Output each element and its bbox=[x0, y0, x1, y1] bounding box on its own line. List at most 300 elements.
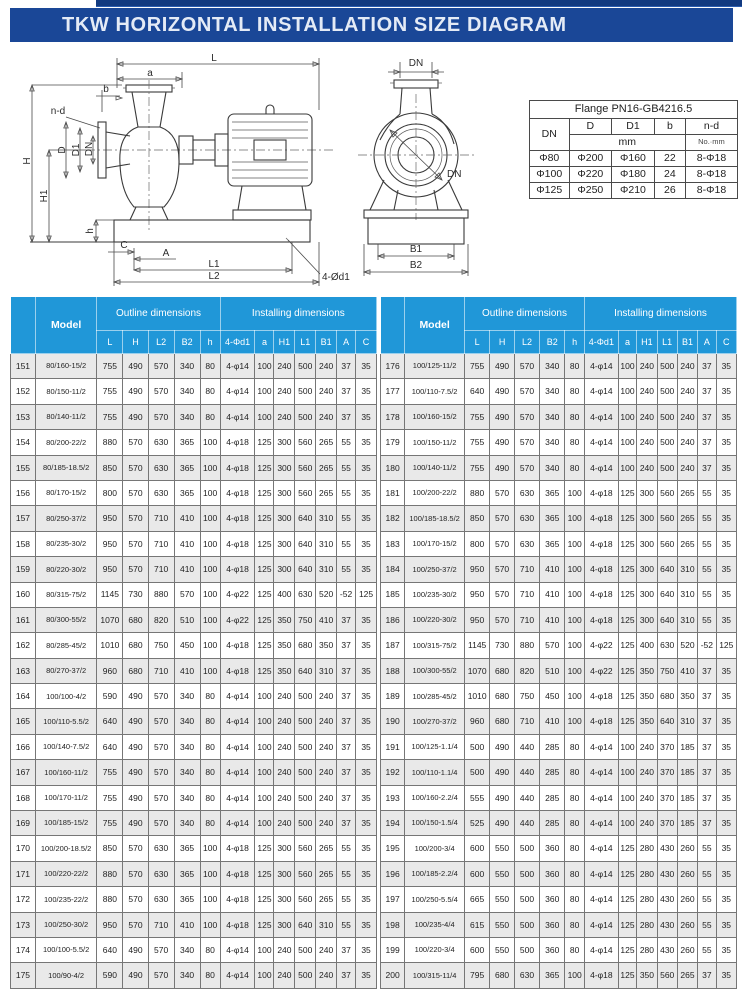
table-row bbox=[11, 379, 377, 404]
dim-h: 100 bbox=[200, 455, 220, 480]
dim-d1: 4-φ18 bbox=[220, 861, 255, 886]
dim-B1: 520 bbox=[677, 633, 697, 658]
dim-h: 80 bbox=[565, 937, 585, 962]
model-cell: 100/160-15/2 bbox=[405, 404, 465, 429]
dim-B1: 265 bbox=[677, 531, 697, 556]
sub-header-a: a bbox=[618, 331, 637, 354]
dim-h: 100 bbox=[200, 480, 220, 505]
dim-H: 570 bbox=[490, 531, 515, 556]
dim-L: 500 bbox=[465, 734, 490, 759]
dim-H1: 240 bbox=[274, 785, 295, 810]
model-cell: 80/235-30/2 bbox=[35, 531, 96, 556]
dim-H: 570 bbox=[123, 455, 148, 480]
dim-L: 755 bbox=[97, 760, 123, 785]
dim-B2: 360 bbox=[540, 887, 565, 912]
dim-H1: 300 bbox=[637, 480, 657, 505]
dim-a: 100 bbox=[618, 811, 637, 836]
dim-h: 80 bbox=[200, 354, 220, 379]
dim-B1: 240 bbox=[677, 430, 697, 455]
dim-B2: 340 bbox=[540, 404, 565, 429]
row-number: 195 bbox=[381, 836, 405, 861]
dim-H1: 240 bbox=[274, 937, 295, 962]
dim-d1: 4-φ18 bbox=[584, 506, 618, 531]
dim-B1: 240 bbox=[316, 404, 337, 429]
dim-label-DN: DN bbox=[84, 141, 95, 157]
dim-h: 80 bbox=[565, 811, 585, 836]
dim-d1: 4-φ22 bbox=[220, 582, 255, 607]
dim-H1: 240 bbox=[637, 379, 657, 404]
dim-L2: 570 bbox=[514, 430, 539, 455]
dim-L: 880 bbox=[97, 887, 123, 912]
dim-h: 80 bbox=[565, 861, 585, 886]
dim-C: 35 bbox=[716, 379, 736, 404]
dim-d1: 4-φ14 bbox=[584, 861, 618, 886]
dim-B1: 265 bbox=[677, 506, 697, 531]
dim-H1: 350 bbox=[274, 633, 295, 658]
dim-a: 100 bbox=[618, 760, 637, 785]
dim-L: 850 bbox=[97, 836, 123, 861]
dim-C: 35 bbox=[716, 430, 736, 455]
dim-L2: 750 bbox=[148, 633, 174, 658]
dim-a: 125 bbox=[255, 557, 274, 582]
dim-L: 615 bbox=[465, 912, 490, 937]
dim-a: 125 bbox=[255, 887, 274, 912]
row-number: 163 bbox=[11, 658, 36, 683]
dim-a: 100 bbox=[255, 354, 274, 379]
dim-d1: 4-φ18 bbox=[220, 430, 255, 455]
dim-C: 35 bbox=[356, 937, 377, 962]
dim-B1: 240 bbox=[677, 404, 697, 429]
dim-A: -52 bbox=[698, 633, 717, 658]
dim-a: 125 bbox=[255, 531, 274, 556]
dim-L2: 630 bbox=[514, 963, 539, 988]
dim-L2: 710 bbox=[148, 531, 174, 556]
dim-B2: 410 bbox=[174, 557, 200, 582]
dim-C: 125 bbox=[356, 582, 377, 607]
dim-L: 800 bbox=[465, 531, 490, 556]
row-number: 168 bbox=[11, 785, 36, 810]
model-cell: 100/235-4/4 bbox=[405, 912, 465, 937]
dim-h: 80 bbox=[200, 760, 220, 785]
dim-H: 490 bbox=[490, 379, 515, 404]
row-number: 178 bbox=[381, 404, 405, 429]
flange-cell: Φ80 bbox=[530, 151, 570, 167]
dim-d1: 4-φ14 bbox=[220, 760, 255, 785]
dim-L1: 430 bbox=[657, 836, 677, 861]
dim-L: 500 bbox=[465, 760, 490, 785]
dim-H: 570 bbox=[123, 430, 148, 455]
dim-L: 755 bbox=[465, 455, 490, 480]
dim-h: 80 bbox=[565, 912, 585, 937]
dim-L1: 500 bbox=[295, 937, 316, 962]
dim-H: 570 bbox=[490, 607, 515, 632]
dim-B2: 410 bbox=[540, 709, 565, 734]
dim-B1: 310 bbox=[677, 557, 697, 582]
dim-h: 80 bbox=[565, 354, 585, 379]
dim-B1: 310 bbox=[677, 607, 697, 632]
dim-A: 37 bbox=[698, 709, 717, 734]
dim-C: 35 bbox=[356, 480, 377, 505]
sub-header-C: C bbox=[356, 331, 377, 354]
dim-H: 570 bbox=[123, 912, 148, 937]
dim-d1: 4-φ14 bbox=[220, 709, 255, 734]
dim-A: 55 bbox=[698, 480, 717, 505]
dim-label-L: L bbox=[211, 53, 217, 64]
dim-L1: 500 bbox=[657, 430, 677, 455]
dim-B1: 240 bbox=[316, 760, 337, 785]
dim-a: 100 bbox=[255, 734, 274, 759]
dim-L1: 560 bbox=[295, 861, 316, 886]
sub-header-A: A bbox=[698, 331, 717, 354]
dim-A: 55 bbox=[337, 887, 356, 912]
model-cell: 80/160-15/2 bbox=[35, 354, 96, 379]
dim-B1: 410 bbox=[316, 607, 337, 632]
table-row bbox=[11, 531, 377, 556]
dim-B2: 365 bbox=[540, 506, 565, 531]
dim-H1: 240 bbox=[274, 404, 295, 429]
dim-d1: 4-φ18 bbox=[220, 506, 255, 531]
dim-C: 35 bbox=[356, 404, 377, 429]
dim-H: 490 bbox=[490, 430, 515, 455]
dim-B2: 340 bbox=[174, 684, 200, 709]
dim-A: 37 bbox=[337, 607, 356, 632]
dim-d1: 4-φ14 bbox=[220, 937, 255, 962]
row-number: 172 bbox=[11, 887, 36, 912]
model-cell: 80/150-11/2 bbox=[35, 379, 96, 404]
dim-A: 55 bbox=[337, 506, 356, 531]
dim-L1: 370 bbox=[657, 734, 677, 759]
dim-C: 35 bbox=[716, 963, 736, 988]
table-row bbox=[11, 455, 377, 480]
dim-L1: 500 bbox=[657, 379, 677, 404]
flange-col-b: b bbox=[654, 119, 685, 135]
dim-B2: 340 bbox=[174, 734, 200, 759]
dim-A: 37 bbox=[337, 354, 356, 379]
sub-header-L: L bbox=[97, 331, 123, 354]
dim-H: 570 bbox=[123, 480, 148, 505]
dim-L: 950 bbox=[465, 557, 490, 582]
dim-C: 35 bbox=[716, 937, 736, 962]
table-row bbox=[381, 455, 737, 480]
dim-L2: 570 bbox=[514, 379, 539, 404]
dim-label-n-d: n-d bbox=[50, 106, 66, 117]
dim-L: 755 bbox=[97, 811, 123, 836]
dim-h: 100 bbox=[565, 963, 585, 988]
dim-H1: 350 bbox=[637, 684, 657, 709]
dim-H1: 300 bbox=[274, 430, 295, 455]
dim-d1: 4-φ14 bbox=[220, 811, 255, 836]
dim-C: 35 bbox=[716, 531, 736, 556]
dim-H: 570 bbox=[490, 480, 515, 505]
dim-C: 35 bbox=[716, 557, 736, 582]
model-cell: 100/185-15/2 bbox=[35, 811, 96, 836]
num-column-header bbox=[381, 297, 405, 354]
dim-h: 80 bbox=[200, 811, 220, 836]
dim-L: 880 bbox=[97, 430, 123, 455]
dim-L1: 560 bbox=[295, 887, 316, 912]
dim-A: 37 bbox=[337, 658, 356, 683]
dim-H1: 240 bbox=[274, 354, 295, 379]
row-number: 166 bbox=[11, 734, 36, 759]
dim-B2: 510 bbox=[540, 658, 565, 683]
dim-L: 1070 bbox=[465, 658, 490, 683]
dim-H1: 350 bbox=[637, 658, 657, 683]
dim-B2: 360 bbox=[540, 912, 565, 937]
dim-H: 680 bbox=[490, 684, 515, 709]
dim-L2: 440 bbox=[514, 785, 539, 810]
model-cell: 100/285-45/2 bbox=[405, 684, 465, 709]
flange-cell: Φ250 bbox=[569, 183, 612, 199]
dim-a: 100 bbox=[618, 354, 637, 379]
dim-B2: 340 bbox=[540, 430, 565, 455]
dim-L: 795 bbox=[465, 963, 490, 988]
dim-B2: 285 bbox=[540, 760, 565, 785]
dim-H: 730 bbox=[490, 633, 515, 658]
dim-a: 125 bbox=[618, 937, 637, 962]
table-row bbox=[11, 734, 377, 759]
model-cell: 80/170-15/2 bbox=[35, 480, 96, 505]
dim-A: 37 bbox=[698, 684, 717, 709]
dim-B1: 310 bbox=[677, 582, 697, 607]
model-cell: 100/250-5.5/4 bbox=[405, 887, 465, 912]
dim-H: 490 bbox=[490, 354, 515, 379]
dim-label-b: b bbox=[103, 84, 109, 95]
dim-d1: 4-φ18 bbox=[220, 633, 255, 658]
dim-a: 125 bbox=[618, 658, 637, 683]
row-number: 154 bbox=[11, 430, 36, 455]
model-cell: 100/150-1.5/4 bbox=[405, 811, 465, 836]
dim-L1: 370 bbox=[657, 785, 677, 810]
dim-H1: 350 bbox=[637, 709, 657, 734]
dim-L: 950 bbox=[465, 582, 490, 607]
dim-H: 490 bbox=[123, 811, 148, 836]
dim-a: 100 bbox=[255, 379, 274, 404]
sub-header-4d1: 4-Φd1 bbox=[220, 331, 255, 354]
dim-H1: 240 bbox=[274, 379, 295, 404]
dim-L1: 640 bbox=[657, 607, 677, 632]
dim-a: 125 bbox=[255, 607, 274, 632]
dim-L: 950 bbox=[465, 607, 490, 632]
dim-L2: 570 bbox=[148, 963, 174, 988]
dim-L2: 710 bbox=[514, 582, 539, 607]
model-cell: 100/140-7.5/2 bbox=[35, 734, 96, 759]
dim-L1: 500 bbox=[657, 404, 677, 429]
dim-A: 37 bbox=[337, 937, 356, 962]
dim-a: 125 bbox=[255, 836, 274, 861]
dim-H: 570 bbox=[490, 582, 515, 607]
dim-H: 550 bbox=[490, 861, 515, 886]
dim-B1: 185 bbox=[677, 734, 697, 759]
row-number: 151 bbox=[11, 354, 36, 379]
dim-L1: 750 bbox=[295, 607, 316, 632]
dim-B1: 260 bbox=[677, 937, 697, 962]
dim-L2: 750 bbox=[514, 684, 539, 709]
model-cell: 100/140-11/2 bbox=[405, 455, 465, 480]
dim-d1: 4-φ14 bbox=[220, 734, 255, 759]
dim-B1: 260 bbox=[677, 861, 697, 886]
dim-L2: 570 bbox=[148, 684, 174, 709]
dim-A: 37 bbox=[698, 379, 717, 404]
table-row bbox=[11, 963, 377, 988]
dim-L1: 560 bbox=[295, 836, 316, 861]
dim-B2: 360 bbox=[540, 937, 565, 962]
dim-d1: 4-φ14 bbox=[220, 684, 255, 709]
dim-d1: 4-φ18 bbox=[584, 480, 618, 505]
dim-H: 550 bbox=[490, 887, 515, 912]
table-row bbox=[11, 658, 377, 683]
dim-h: 80 bbox=[200, 937, 220, 962]
dim-H1: 350 bbox=[274, 658, 295, 683]
dim-L1: 640 bbox=[295, 658, 316, 683]
dim-B1: 310 bbox=[316, 912, 337, 937]
dim-H: 490 bbox=[123, 354, 148, 379]
dim-H: 680 bbox=[490, 709, 515, 734]
dim-label-L1: L1 bbox=[208, 259, 220, 270]
dim-C: 125 bbox=[716, 633, 736, 658]
dim-A: 55 bbox=[698, 531, 717, 556]
model-cell: 100/235-30/2 bbox=[405, 582, 465, 607]
table-row bbox=[381, 379, 737, 404]
dim-h: 80 bbox=[200, 785, 220, 810]
dim-label-h: h bbox=[85, 228, 96, 234]
sub-header-H: H bbox=[490, 331, 515, 354]
dim-h: 100 bbox=[565, 607, 585, 632]
table-row bbox=[11, 480, 377, 505]
dim-a: 100 bbox=[618, 379, 637, 404]
dim-B1: 240 bbox=[677, 455, 697, 480]
table-row bbox=[381, 531, 737, 556]
dim-B2: 340 bbox=[174, 709, 200, 734]
dim-h: 80 bbox=[565, 455, 585, 480]
dim-h: 80 bbox=[565, 404, 585, 429]
dim-L2: 820 bbox=[148, 607, 174, 632]
row-number: 157 bbox=[11, 506, 36, 531]
dim-B2: 340 bbox=[540, 379, 565, 404]
sub-header-a: a bbox=[255, 331, 274, 354]
row-number: 181 bbox=[381, 480, 405, 505]
row-number: 153 bbox=[11, 404, 36, 429]
dim-H: 490 bbox=[123, 709, 148, 734]
table-row bbox=[11, 582, 377, 607]
dim-B1: 240 bbox=[316, 963, 337, 988]
dim-h: 80 bbox=[565, 760, 585, 785]
dim-B1: 265 bbox=[677, 963, 697, 988]
dim-a: 125 bbox=[618, 709, 637, 734]
dim-L2: 820 bbox=[514, 658, 539, 683]
dim-C: 35 bbox=[356, 506, 377, 531]
sub-header-4d1: 4-Φd1 bbox=[584, 331, 618, 354]
model-cell: 80/270-37/2 bbox=[35, 658, 96, 683]
outline-dimensions-header: Outline dimensions bbox=[97, 297, 220, 331]
table-row bbox=[11, 836, 377, 861]
dim-L1: 560 bbox=[295, 430, 316, 455]
dim-A: 37 bbox=[337, 633, 356, 658]
dim-B2: 450 bbox=[540, 684, 565, 709]
dim-h: 100 bbox=[565, 633, 585, 658]
dim-label-B1: B1 bbox=[409, 244, 423, 255]
dim-a: 125 bbox=[618, 557, 637, 582]
dim-A: 55 bbox=[698, 582, 717, 607]
dim-a: 100 bbox=[255, 684, 274, 709]
row-number: 165 bbox=[11, 709, 36, 734]
dim-L: 640 bbox=[97, 734, 123, 759]
dim-a: 125 bbox=[255, 506, 274, 531]
row-number: 169 bbox=[11, 811, 36, 836]
flange-cell: Φ220 bbox=[569, 167, 612, 183]
dim-A: 37 bbox=[337, 709, 356, 734]
dim-H: 490 bbox=[490, 404, 515, 429]
dim-label-H1: H1 bbox=[39, 189, 50, 203]
dim-C: 35 bbox=[716, 480, 736, 505]
dim-L2: 570 bbox=[148, 379, 174, 404]
dim-L2: 500 bbox=[514, 912, 539, 937]
dim-L1: 430 bbox=[657, 887, 677, 912]
flange-cell: 26 bbox=[654, 183, 685, 199]
dim-B2: 340 bbox=[174, 354, 200, 379]
dim-A: 37 bbox=[698, 785, 717, 810]
dim-L: 640 bbox=[97, 709, 123, 734]
sub-header-L2: L2 bbox=[148, 331, 174, 354]
dim-L1: 560 bbox=[657, 531, 677, 556]
dim-B1: 240 bbox=[316, 379, 337, 404]
dim-L1: 500 bbox=[295, 404, 316, 429]
dim-L: 1010 bbox=[465, 684, 490, 709]
dim-L2: 880 bbox=[514, 633, 539, 658]
dim-A: 55 bbox=[698, 912, 717, 937]
table-row bbox=[11, 937, 377, 962]
dim-C: 35 bbox=[356, 734, 377, 759]
dim-C: 35 bbox=[356, 709, 377, 734]
dim-a: 125 bbox=[618, 607, 637, 632]
dim-a: 100 bbox=[255, 963, 274, 988]
row-number: 159 bbox=[11, 557, 36, 582]
dim-C: 35 bbox=[716, 684, 736, 709]
dim-a: 125 bbox=[255, 455, 274, 480]
dim-A: 55 bbox=[337, 480, 356, 505]
dim-d1: 4-φ14 bbox=[584, 836, 618, 861]
dim-a: 125 bbox=[255, 480, 274, 505]
dim-B2: 285 bbox=[540, 785, 565, 810]
model-cell: 100/185-18.5/2 bbox=[405, 506, 465, 531]
dim-L1: 560 bbox=[657, 963, 677, 988]
dim-A: 37 bbox=[337, 760, 356, 785]
dim-B2: 340 bbox=[174, 760, 200, 785]
dim-L2: 570 bbox=[148, 811, 174, 836]
dim-L2: 630 bbox=[514, 531, 539, 556]
dim-h: 100 bbox=[565, 709, 585, 734]
dim-B2: 410 bbox=[540, 557, 565, 582]
row-number: 182 bbox=[381, 506, 405, 531]
dim-C: 35 bbox=[716, 861, 736, 886]
model-cell: 100/100-5.5/2 bbox=[35, 937, 96, 962]
dim-label-L2: L2 bbox=[208, 271, 220, 282]
dim-L2: 630 bbox=[148, 455, 174, 480]
row-number: 173 bbox=[11, 912, 36, 937]
table-row bbox=[381, 557, 737, 582]
flange-col-d1: D1 bbox=[612, 119, 655, 135]
dim-L: 1010 bbox=[97, 633, 123, 658]
model-cell: 100/220-3/4 bbox=[405, 937, 465, 962]
dim-L2: 570 bbox=[148, 709, 174, 734]
dim-h: 100 bbox=[200, 506, 220, 531]
sub-header-H1: H1 bbox=[637, 331, 657, 354]
dim-L2: 570 bbox=[514, 455, 539, 480]
dim-L2: 630 bbox=[148, 480, 174, 505]
dim-L1: 500 bbox=[295, 811, 316, 836]
dim-B2: 410 bbox=[540, 607, 565, 632]
dim-a: 100 bbox=[255, 709, 274, 734]
dim-H: 490 bbox=[490, 785, 515, 810]
